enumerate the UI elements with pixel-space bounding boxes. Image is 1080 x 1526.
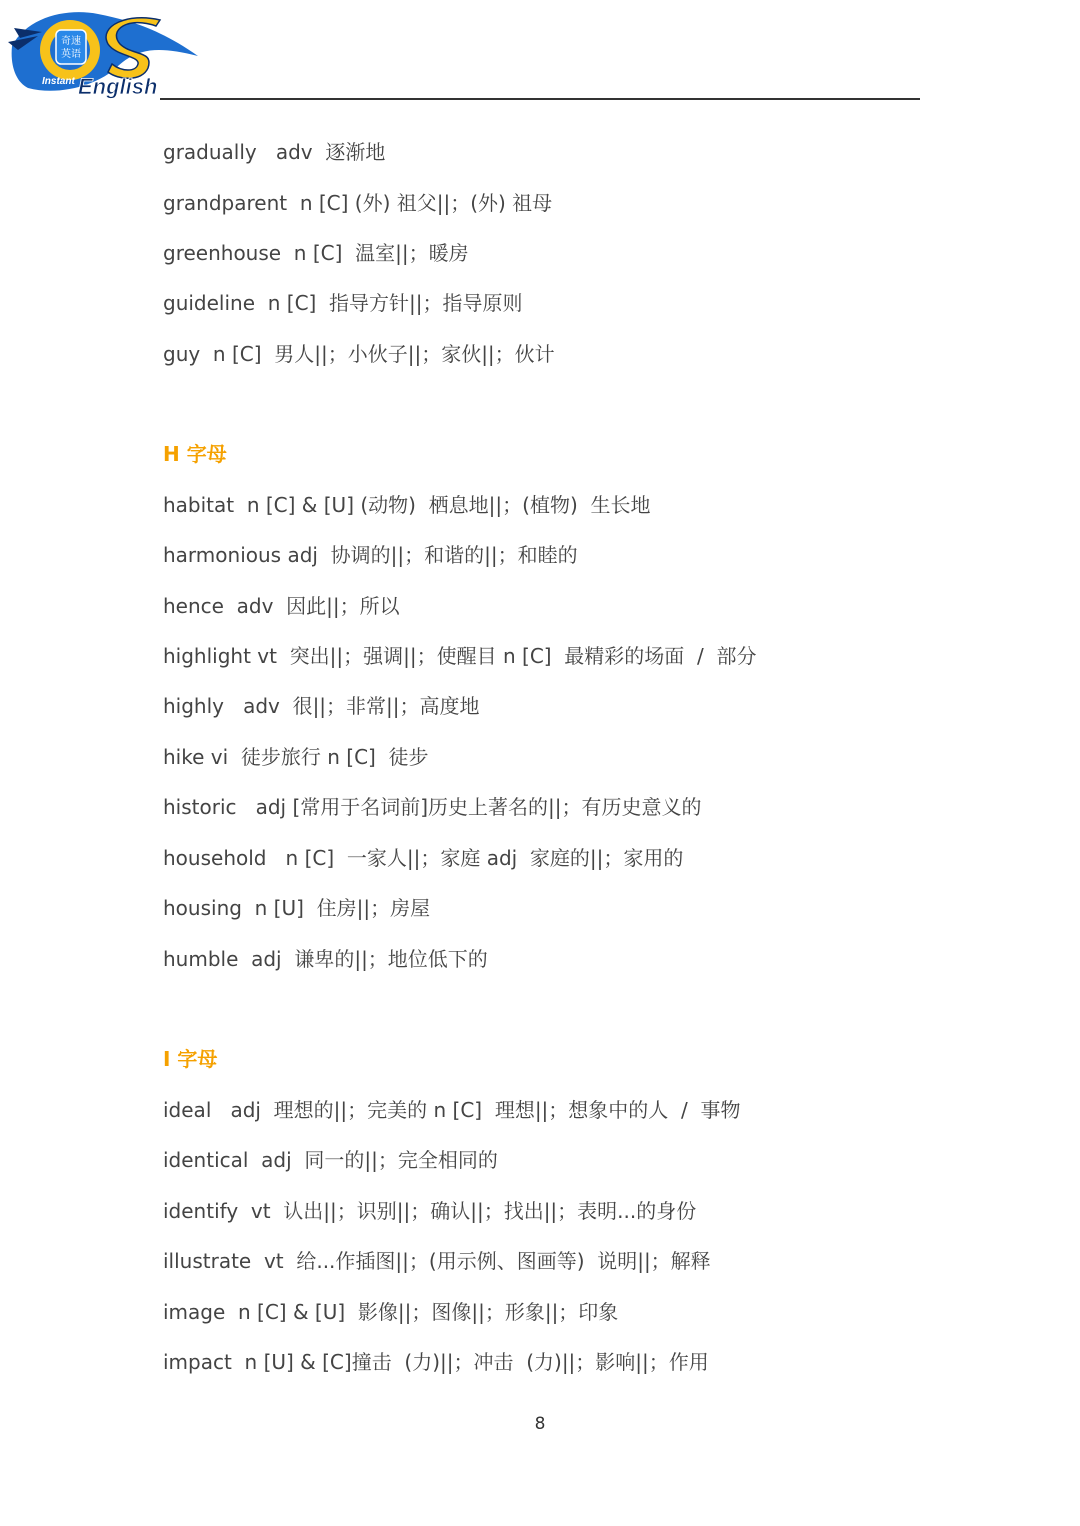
vocab-entry: humble adj 谦卑的||；地位低下的 xyxy=(163,947,488,971)
vocab-entry: grandparent n [C] (外) 祖父||；(外) 祖母 xyxy=(163,191,553,215)
vocab-entry: highlight vt 突出||；强调||；使醒目 n [C] 最精彩的场面 / 部分 xyxy=(163,644,757,668)
vocab-entry: habitat n [C] & [U] (动物) 栖息地||；(植物) 生长地 xyxy=(163,493,651,517)
logo-graphic xyxy=(8,6,208,102)
vocab-entry: guy n [C] 男人||；小伙子||；家伙||；伙计 xyxy=(163,342,555,366)
section-heading-i: I 字母 xyxy=(163,1047,218,1071)
vocab-entry: greenhouse n [C] 温室||；暖房 xyxy=(163,241,469,265)
vocab-entry: hike vi 徒步旅行 n [C] 徒步 xyxy=(163,745,429,769)
vocab-entry: hence adv 因此||；所以 xyxy=(163,594,400,618)
logo-sub-text: Instant xyxy=(42,76,75,87)
svg-text:奇速: 奇速 xyxy=(61,36,81,47)
vocab-entry: identify vt 认出||；识别||；确认||；找出||；表明...的身份 xyxy=(163,1199,697,1223)
vocab-entry: household n [C] 一家人||；家庭 adj 家庭的||；家用的 xyxy=(163,846,684,870)
instant-english-logo xyxy=(8,6,208,102)
vocab-entry: illustrate vt 给...作插图||；(用示例、图画等) 说明||；解释 xyxy=(163,1249,711,1273)
page-number: 8 xyxy=(534,1414,546,1434)
vocab-entry: image n [C] & [U] 影像||；图像||；形象||；印象 xyxy=(163,1300,619,1324)
vocab-entry: ideal adj 理想的||；完美的 n [C] 理想||；想象中的人 / 事物 xyxy=(163,1098,741,1122)
vocab-entry: gradually adv 逐渐地 xyxy=(163,140,386,164)
section-heading-h: H 字母 xyxy=(163,442,227,466)
vocab-entry: identical adj 同一的||；完全相同的 xyxy=(163,1148,498,1172)
logo-wordmark: English xyxy=(78,74,158,99)
svg-text:英语: 英语 xyxy=(61,49,81,60)
vocab-entry: housing n [U] 住房||；房屋 xyxy=(163,896,431,920)
vocab-entry: historic adj [常用于名词前]历史上著名的||；有历史意义的 xyxy=(163,795,702,819)
vocab-entry: highly adv 很||；非常||；高度地 xyxy=(163,694,480,718)
vocab-entry: impact n [U] & [C]撞击 (力)||；冲击 (力)||；影响||；作用 xyxy=(163,1350,709,1374)
vocab-entry: harmonious adj 协调的||；和谐的||；和睦的 xyxy=(163,543,578,567)
header-divider xyxy=(160,98,920,100)
vocab-entry: guideline n [C] 指导方针||；指导原则 xyxy=(163,291,523,315)
